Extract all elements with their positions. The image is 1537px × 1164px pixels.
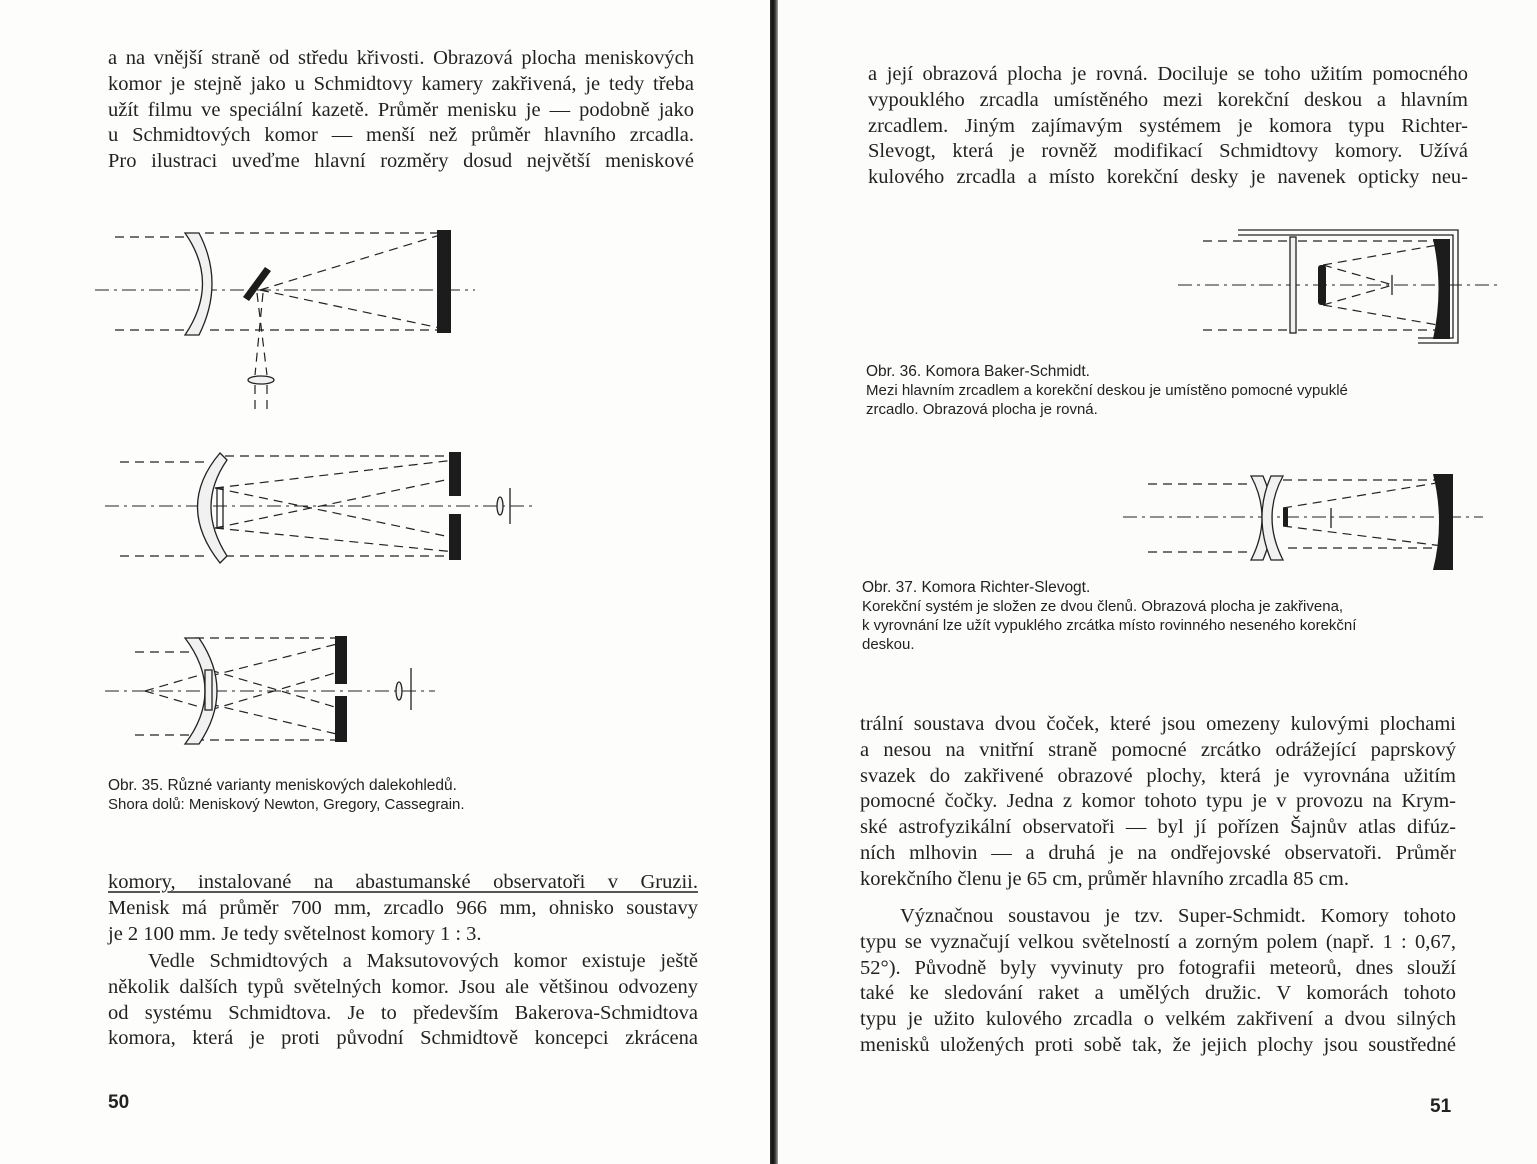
caption-text-line: k vyrovnání lze užít vypuklého zrcátka místo rovinného neseného korekční [862, 617, 1357, 634]
page-number-right: 51 [1430, 1096, 1452, 1117]
text-line: u Schmidtových komor — menší než průměr hlavního zrcadla. [108, 124, 694, 147]
text-line: užít filmu ve speciální kazetě. Průměr menisku je — podobně jako [108, 98, 694, 121]
text-line: komora, která je proti původní Schmidtově koncepci zkrácena [108, 1027, 698, 1050]
text-line: a na vnější straně od středu křivosti. Obrazová plocha meniskových [108, 47, 694, 69]
figure-37-caption [862, 578, 1490, 654]
left-paragraph-bottom-2 [108, 949, 698, 1052]
figure-richter-slevogt [1123, 470, 1493, 575]
caption-title: Obr. 36. Komora Baker-Schmidt. [866, 363, 1090, 380]
right-paragraph-mid [860, 712, 1456, 893]
text-line: vypouklého zrcadla umístěného mezi korekční deskou a hlavním [868, 88, 1468, 111]
right-paragraph-top [868, 62, 1468, 191]
main-mirror [1433, 474, 1453, 570]
figure-meniscus-newton [95, 225, 485, 415]
text-line: Menisk má průměr 700 mm, zrcadlo 966 mm, ohnisko soustavy [108, 896, 698, 919]
right-page [778, 0, 1537, 1164]
text-line: svazek do zakřivené obrazové plochy, která je vyrovnána užitím [860, 764, 1456, 787]
text-line: Význačnou soustavou je tzv. Super-Schmidt. Komory tohoto [900, 905, 1456, 927]
text-line: také ke sledování raket a umělých družic. V komorách tohoto [860, 982, 1456, 1005]
secondary-convex-mirror [1318, 265, 1326, 305]
text-line: ních mlhovin — a druhá je na ondřejovské observatoři. Průměr [860, 841, 1456, 864]
main-mirror [335, 636, 347, 684]
text-line: komory, instalované na abastumanské observatoři v Gruzii. [108, 871, 698, 893]
text-line: ské astrofyzikální observatoři — byl jí pořízen Šajnův atlas difúz- [860, 816, 1456, 839]
right-paragraph-end [860, 904, 1456, 1059]
text-line: Slevogt, která je rovněž modifikací Schmidtovy komory. Užívá [868, 140, 1468, 163]
caption-text-line: Korekční systém je složen ze dvou členů. Obrazová plocha je zakřivena, [862, 598, 1344, 615]
caption-title: Obr. 35. Různé varianty meniskových dalekohledů. [108, 777, 457, 794]
text-line: typu se vyznačují velkou světelností a zorným polem (např. 1 : 0,67, [860, 930, 1456, 953]
text-line: pomocné čočky. Jedna z komor tohoto typu je v provozu na Krym- [860, 790, 1456, 813]
text-line: trální soustava dvou čoček, které jsou omezeny kulovými plochami [860, 713, 1456, 735]
text-line: a její obrazová plocha je rovná. Dociluje se toho užitím pomocného [868, 63, 1468, 85]
text-line: korekčního členu je 65 cm, průměr hlavního zrcadla 85 cm. [860, 867, 1349, 890]
figure-baker-schmidt [1178, 225, 1498, 350]
main-mirror [437, 230, 451, 333]
page-number-left: 50 [108, 1092, 130, 1113]
text-line: Vedle Schmidtových a Maksutovových komor existuje ještě [148, 950, 698, 972]
text-line: několik dalších typů světelných komor. Jsou ale většinou odvozeny [108, 975, 698, 998]
main-mirror-lower [449, 514, 461, 560]
text-line: je 2 100 mm. Je tedy světelnost komory 1 : 3. [108, 922, 482, 945]
left-paragraph-bottom [108, 870, 698, 947]
eyepiece-lens [497, 497, 503, 515]
figure-meniscus-cassegrain [105, 630, 445, 750]
text-line: zrcadlem. Jiným zajímavým systémem je komora typu Richter- [868, 114, 1468, 137]
correcting-plate [1290, 237, 1296, 333]
text-line: komor je stejně jako u Schmidtovy kamery zakřivená, je tedy třeba [108, 72, 694, 95]
figure-36-caption [866, 362, 1486, 419]
left-paragraph-top [108, 46, 694, 175]
main-mirror [1433, 239, 1450, 339]
text-line: a nesou na vnitřní straně pomocné zrcátko odrážející paprskový [860, 738, 1456, 761]
auxiliary-mirror [1283, 508, 1288, 526]
figure-meniscus-gregory [105, 448, 545, 573]
text-line: menisků uložených proti sobě tak, že jejich plochy jsou soustředné [860, 1033, 1456, 1056]
book-spine [770, 0, 778, 1164]
figure-35-caption [108, 776, 668, 814]
caption-title: Obr. 37. Komora Richter-Slevogt. [862, 579, 1091, 596]
text-line: 52°). Původně byly vyvinuty pro fotografii meteorů, dnes slouží [860, 956, 1456, 979]
text-line: Pro ilustraci uveďme hlavní rozměry dosud největší meniskové [108, 150, 694, 173]
caption-text: Shora dolů: Meniskový Newton, Gregory, Cassegrain. [108, 796, 465, 813]
main-mirror [449, 452, 461, 496]
text-line: typu je užito kulového zrcadla o velkém zakřivení a dvou silných [860, 1008, 1456, 1031]
eyepiece-lens [396, 682, 402, 700]
meniscus-lens [185, 233, 212, 335]
caption-text-line: deskou. [862, 636, 915, 653]
main-mirror-lower [335, 696, 347, 742]
caption-text-line: zrcadlo. Obrazová plocha je rovná. [866, 401, 1098, 418]
text-line: od systému Schmidtova. Je to především Bakerova-Schmidtova [108, 1001, 698, 1024]
eyepiece-lens [248, 376, 274, 384]
caption-text-line: Mezi hlavním zrcadlem a korekční deskou je umístěno pomocné vypuklé [866, 382, 1348, 399]
text-line: kulového zrcadla a místo korekční desky je navenek opticky neu- [868, 166, 1468, 189]
